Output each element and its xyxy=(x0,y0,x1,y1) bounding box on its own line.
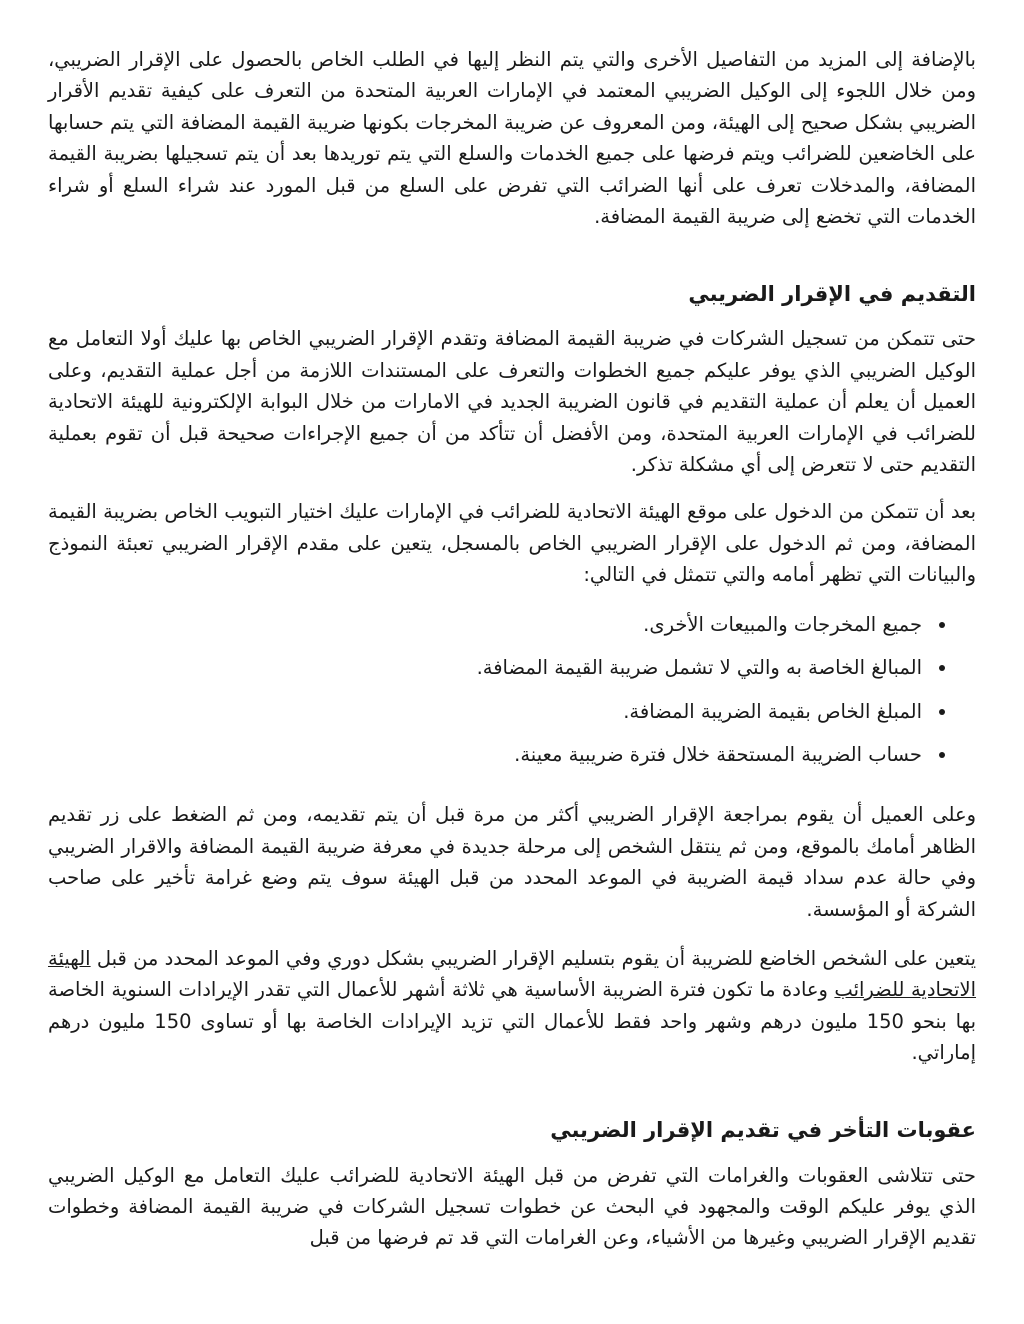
list-item xyxy=(48,609,922,640)
required-data-list xyxy=(48,609,976,771)
list-item-text: المبلغ الخاص بقيمة الضريبة المضافة. xyxy=(623,699,922,723)
submission-paragraph-3: وعلى العميل أن يقوم بمراجعة الإقرار الضريبي أكثر من مرة قبل أن يتم تقديمه، ومن ثم الضغط على زر تقديم الظاهر أمامك بالموقع، ومن ثم ينتقل الشخص إلى مرحلة جديدة في معرفة ضريبة القيمة المضافة والاقرار الضريبي وفي حالة عدم سداد قيمة الضريبة في الموعد المحدد من قبل الهيئة سوف يتم وضع غرامة تأخير على صاحب الشركة أو المؤسسة. xyxy=(48,803,976,921)
bullet-icon xyxy=(939,622,945,628)
submission-paragraph-1: حتى تتمكن من تسجيل الشركات في ضريبة القيمة المضافة وتقدم الإقرار الضريبي الخاص بها عليك أولا التعامل مع الوكيل الضريبي الذي يوفر عليكم جميع الخطوات والتعرف على المستندات اللازمة من أجل عملية التقديم، وعلى العميل أن يعلم أن عملية التقديم في قانون الضريبة الجديد في الامارات من خلال البوابة الإلكترونية للهيئة الاتحادية للضرائب في الإمارات العربية المتحدة، ومن الأفضل أن تتأكد من أن جميع الإجراءات صحيحة قبل أن تقوم بعملية التقديم حتى لا تتعرض إلى أي مشكلة تذكر. xyxy=(48,327,976,477)
bullet-icon xyxy=(939,709,945,715)
document-page xyxy=(48,44,976,1254)
fta-link[interactable]: الهيئة الاتحادية للضرائب xyxy=(48,946,977,1002)
submission-heading: التقديم في الإقرار الضريبي xyxy=(688,282,976,307)
intro-paragraph: بالإضافة إلى المزيد من التفاصيل الأخرى والتي يتم النظر إليها في الطلب الخاص بالحصول على الإقرار الضريبي، ومن خلال اللجوء إلى الوكيل الضريبي المعتمد في الإمارات العربية المتحدة من التعرف على كيفية تقديم الأقرار الضريبي بشكل صحيح إلى الهيئة، ومن المعروف عن ضريبة المخرجات بكونها ضريبة القيمة المضافة التي يتم حسابها على الخاضعين للضرائب ويتم فرضها على جميع الخدمات والسلع التي يتم توريدها بعد أن يتم تسجيلها بضريبة القيمة المضافة، والمدخلات تعرف على أنها الضرائب التي تفرض على السلع من قبل المورد عند شراء السلع أو شراء الخدمات التي تخضع إلى ضريبة القيمة المضافة. xyxy=(48,48,976,229)
list-item xyxy=(48,696,922,727)
bullet-icon xyxy=(939,752,945,758)
paragraph-text: يتعين على الشخص الخاضع للضريبة أن يقوم بتسليم الإقرار الضريبي بشكل دوري وفي الموعد المحدد من قبل xyxy=(90,946,976,970)
list-item xyxy=(48,739,922,770)
penalty-paragraph-1: حتى تتلاشى العقوبات والغرامات التي تفرض من قبل الهيئة الاتحادية للضرائب عليك التعامل مع الوكيل الضريبي الذي يوفر عليكم الوقت والمجهود في البحث عن خطوات تسجيل الشركات في ضريبة القيمة المضافة وخطوات تقديم الإقرار الضريبي وغيرها من الأشياء، وعن الغرامات التي قد تم فرضها من قبل xyxy=(48,1163,976,1250)
submission-paragraph-4 xyxy=(48,943,976,1069)
penalty-heading: عقوبات التأخر في تقديم الإقرار الضريبي xyxy=(550,1117,976,1142)
list-item-text: حساب الضريبة المستحقة خلال فترة ضريبية معينة. xyxy=(514,742,922,766)
list-item xyxy=(48,652,922,683)
paragraph-text: وعادة ما تكون فترة الضريبة الأساسية هي ثلاثة أشهر للأعمال التي تقدر الإيرادات السنوية الخاصة بها بنحو 150 مليون درهم وشهر واحد فقط للأعمال التي تزيد الإيرادات الخاصة بها أو تساوى 150 مليون درهم إماراتي. xyxy=(48,978,976,1065)
bullet-icon xyxy=(939,665,945,671)
submission-paragraph-2: بعد أن تتمكن من الدخول على موقع الهيئة الاتحادية للضرائب في الإمارات عليك اختيار التبويب الخاص بضريبة القيمة المضافة، ومن ثم الدخول على الإقرار الضريبي الخاص بالمسجل، يتعين على مقدم الإقرار الضريبي تعبئة النموذج والبيانات التي تظهر أمامه والتي تتمثل في التالي: xyxy=(48,500,976,587)
list-item-text: جميع المخرجات والمبيعات الأخرى. xyxy=(643,612,922,636)
list-item-text: المبالغ الخاصة به والتي لا تشمل ضريبة القيمة المضافة. xyxy=(476,656,922,680)
